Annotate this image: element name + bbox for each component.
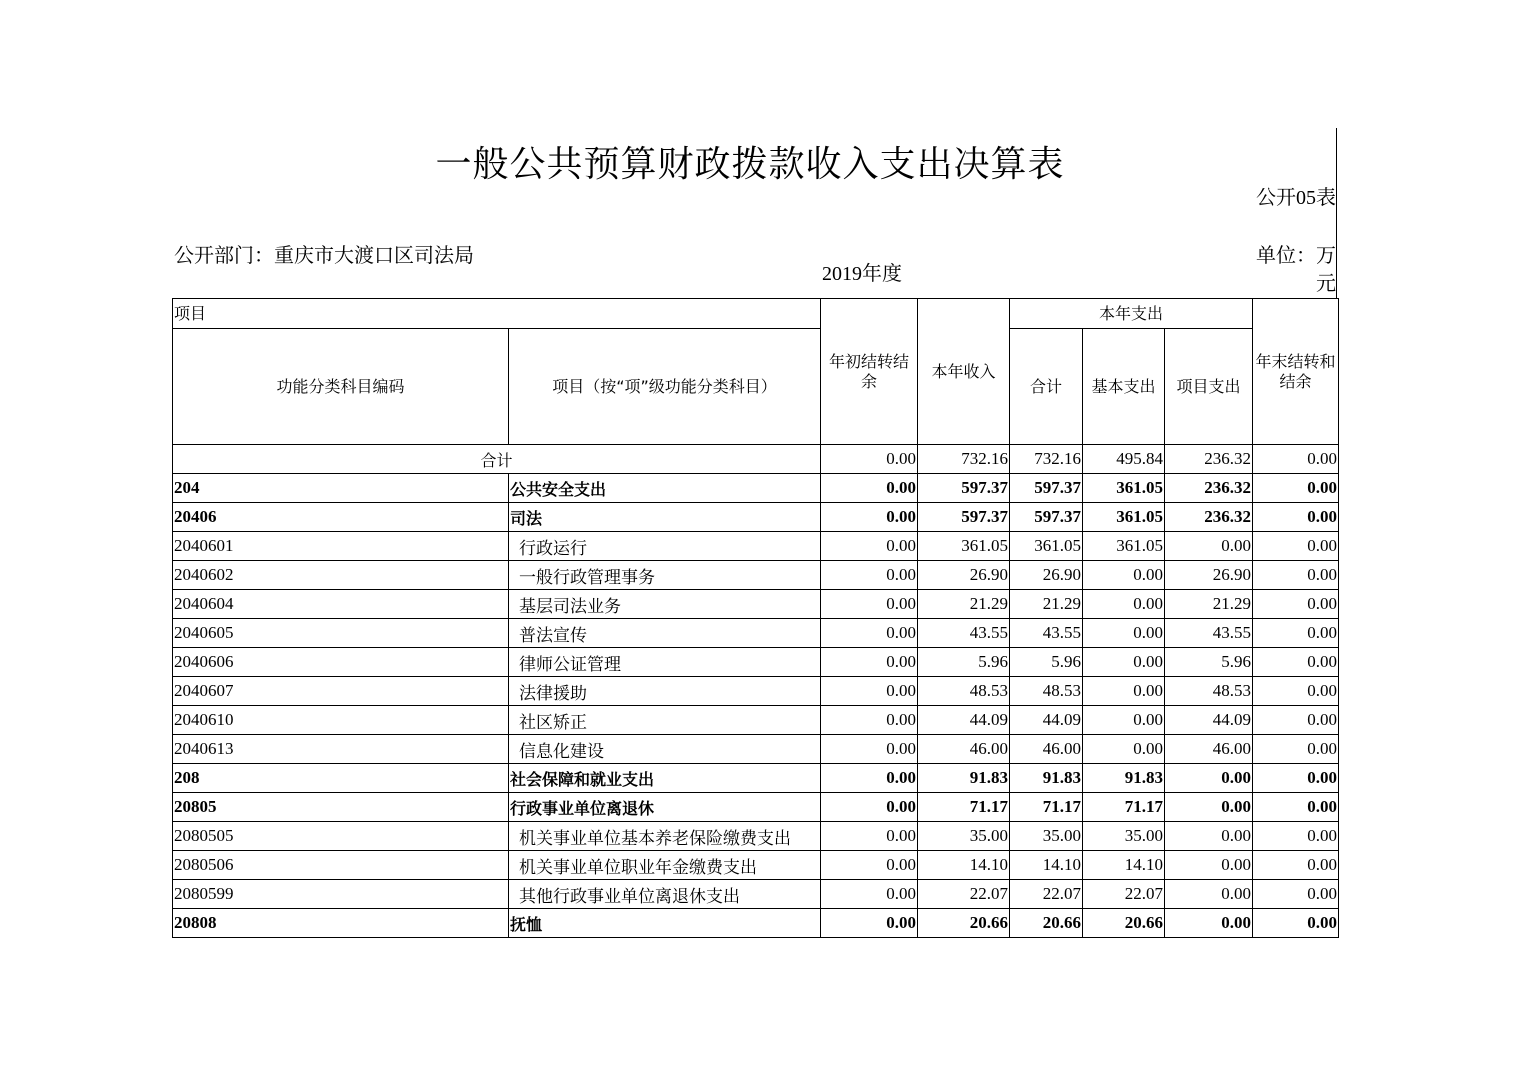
total-expense-project: 236.32	[1165, 445, 1253, 474]
row-code: 2040610	[173, 706, 509, 735]
row-code: 2040601	[173, 532, 509, 561]
table-row	[173, 648, 1339, 677]
row-code: 2040605	[173, 619, 509, 648]
row-expense-basic: 361.05	[1083, 532, 1165, 561]
row-income: 26.90	[918, 561, 1010, 590]
row-code: 2040607	[173, 677, 509, 706]
row-expense-project: 26.90	[1165, 561, 1253, 590]
page-border-line	[1336, 128, 1337, 298]
row-income: 91.83	[918, 764, 1010, 793]
table-row	[173, 503, 1339, 532]
row-code: 2040604	[173, 590, 509, 619]
row-expense-project: 0.00	[1165, 764, 1253, 793]
row-income: 21.29	[918, 590, 1010, 619]
row-expense-project: 5.96	[1165, 648, 1253, 677]
row-expense-project: 0.00	[1165, 822, 1253, 851]
row-expense-total: 597.37	[1010, 474, 1083, 503]
row-expense-total: 22.07	[1010, 880, 1083, 909]
row-end-balance: 0.00	[1253, 677, 1339, 706]
row-expense-total: 91.83	[1010, 764, 1083, 793]
table-row	[173, 880, 1339, 909]
row-expense-total: 48.53	[1010, 677, 1083, 706]
total-label: 合计	[173, 445, 821, 474]
row-name: 机关事业单位基本养老保险缴费支出	[509, 822, 821, 851]
table-row	[173, 619, 1339, 648]
row-begin-balance: 0.00	[821, 822, 918, 851]
row-name: 信息化建设	[509, 735, 821, 764]
row-name: 基层司法业务	[509, 590, 821, 619]
table-row	[173, 822, 1339, 851]
row-end-balance: 0.00	[1253, 648, 1339, 677]
header-income: 本年收入	[918, 299, 1010, 445]
total-end-balance: 0.00	[1253, 445, 1339, 474]
row-expense-basic: 35.00	[1083, 822, 1165, 851]
table-row	[173, 474, 1339, 503]
row-expense-total: 14.10	[1010, 851, 1083, 880]
total-begin-balance: 0.00	[821, 445, 918, 474]
row-end-balance: 0.00	[1253, 880, 1339, 909]
row-income: 46.00	[918, 735, 1010, 764]
row-expense-total: 43.55	[1010, 619, 1083, 648]
row-expense-basic: 361.05	[1083, 503, 1165, 532]
row-expense-project: 0.00	[1165, 880, 1253, 909]
row-name: 抚恤	[509, 909, 821, 938]
row-expense-basic: 361.05	[1083, 474, 1165, 503]
table-row	[173, 706, 1339, 735]
row-code: 2040602	[173, 561, 509, 590]
row-end-balance: 0.00	[1253, 909, 1339, 938]
row-name: 法律援助	[509, 677, 821, 706]
row-expense-project: 43.55	[1165, 619, 1253, 648]
row-begin-balance: 0.00	[821, 677, 918, 706]
row-expense-basic: 0.00	[1083, 706, 1165, 735]
row-end-balance: 0.00	[1253, 619, 1339, 648]
row-name: 行政运行	[509, 532, 821, 561]
row-expense-basic: 0.00	[1083, 561, 1165, 590]
row-expense-total: 35.00	[1010, 822, 1083, 851]
row-end-balance: 0.00	[1253, 561, 1339, 590]
row-end-balance: 0.00	[1253, 503, 1339, 532]
row-code: 20406	[173, 503, 509, 532]
header-expense-basic: 基本支出	[1083, 329, 1165, 445]
header-expense-project: 项目支出	[1165, 329, 1253, 445]
table-row	[173, 735, 1339, 764]
form-number: 公开05表	[1256, 187, 1336, 209]
row-name: 行政事业单位离退休	[509, 793, 821, 822]
row-begin-balance: 0.00	[821, 909, 918, 938]
fiscal-year: 2019年度	[822, 263, 902, 285]
row-name: 一般行政管理事务	[509, 561, 821, 590]
unit-label: 单位：万元	[1256, 245, 1336, 295]
row-expense-project: 0.00	[1165, 532, 1253, 561]
row-begin-balance: 0.00	[821, 590, 918, 619]
header-code: 功能分类科目编码	[173, 329, 509, 445]
total-income: 732.16	[918, 445, 1010, 474]
row-expense-project: 0.00	[1165, 851, 1253, 880]
row-begin-balance: 0.00	[821, 619, 918, 648]
table-row	[173, 590, 1339, 619]
row-expense-basic: 20.66	[1083, 909, 1165, 938]
table-row	[173, 793, 1339, 822]
row-begin-balance: 0.00	[821, 561, 918, 590]
total-expense-basic: 495.84	[1083, 445, 1165, 474]
row-name: 机关事业单位职业年金缴费支出	[509, 851, 821, 880]
row-expense-basic: 22.07	[1083, 880, 1165, 909]
row-code: 20808	[173, 909, 509, 938]
row-begin-balance: 0.00	[821, 706, 918, 735]
row-expense-basic: 0.00	[1083, 677, 1165, 706]
row-code: 2080599	[173, 880, 509, 909]
row-end-balance: 0.00	[1253, 590, 1339, 619]
row-begin-balance: 0.00	[821, 880, 918, 909]
row-begin-balance: 0.00	[821, 648, 918, 677]
row-name: 其他行政事业单位离退休支出	[509, 880, 821, 909]
row-name: 公共安全支出	[509, 474, 821, 503]
table-row	[173, 764, 1339, 793]
row-expense-total: 71.17	[1010, 793, 1083, 822]
row-expense-project: 48.53	[1165, 677, 1253, 706]
row-code: 20805	[173, 793, 509, 822]
header-name: 项目（按“项”级功能分类科目）	[509, 329, 821, 445]
header-expense-group: 本年支出	[1010, 299, 1253, 329]
row-income: 44.09	[918, 706, 1010, 735]
row-end-balance: 0.00	[1253, 474, 1339, 503]
row-income: 35.00	[918, 822, 1010, 851]
row-expense-total: 20.66	[1010, 909, 1083, 938]
row-expense-project: 0.00	[1165, 909, 1253, 938]
row-expense-basic: 14.10	[1083, 851, 1165, 880]
total-expense-total: 732.16	[1010, 445, 1083, 474]
row-begin-balance: 0.00	[821, 764, 918, 793]
row-expense-total: 26.90	[1010, 561, 1083, 590]
row-expense-total: 5.96	[1010, 648, 1083, 677]
row-expense-basic: 71.17	[1083, 793, 1165, 822]
row-name: 普法宣传	[509, 619, 821, 648]
page-title: 一般公共预算财政拨款收入支出决算表	[435, 144, 1065, 185]
row-name: 司法	[509, 503, 821, 532]
row-income: 597.37	[918, 503, 1010, 532]
header-expense-total: 合计	[1010, 329, 1083, 445]
row-income: 20.66	[918, 909, 1010, 938]
row-begin-balance: 0.00	[821, 851, 918, 880]
row-end-balance: 0.00	[1253, 851, 1339, 880]
table-row	[173, 677, 1339, 706]
header-end-balance: 年末结转和结余	[1253, 299, 1339, 445]
row-expense-basic: 0.00	[1083, 648, 1165, 677]
row-name: 律师公证管理	[509, 648, 821, 677]
department-label: 公开部门：重庆市大渡口区司法局	[174, 245, 474, 267]
header-item: 项目	[173, 299, 821, 329]
row-expense-total: 46.00	[1010, 735, 1083, 764]
row-expense-project: 236.32	[1165, 503, 1253, 532]
row-end-balance: 0.00	[1253, 822, 1339, 851]
row-income: 597.37	[918, 474, 1010, 503]
row-income: 71.17	[918, 793, 1010, 822]
row-expense-total: 361.05	[1010, 532, 1083, 561]
row-expense-basic: 91.83	[1083, 764, 1165, 793]
table-row	[173, 909, 1339, 938]
row-begin-balance: 0.00	[821, 474, 918, 503]
row-expense-project: 21.29	[1165, 590, 1253, 619]
row-expense-total: 597.37	[1010, 503, 1083, 532]
row-code: 208	[173, 764, 509, 793]
row-begin-balance: 0.00	[821, 735, 918, 764]
row-expense-basic: 0.00	[1083, 590, 1165, 619]
row-end-balance: 0.00	[1253, 706, 1339, 735]
row-expense-project: 44.09	[1165, 706, 1253, 735]
row-code: 2040613	[173, 735, 509, 764]
row-expense-project: 0.00	[1165, 793, 1253, 822]
row-end-balance: 0.00	[1253, 764, 1339, 793]
row-code: 204	[173, 474, 509, 503]
total-row	[173, 445, 1339, 474]
row-name: 社区矫正	[509, 706, 821, 735]
row-expense-basic: 0.00	[1083, 619, 1165, 648]
header-begin-balance: 年初结转结余	[821, 299, 918, 445]
row-expense-project: 46.00	[1165, 735, 1253, 764]
row-begin-balance: 0.00	[821, 793, 918, 822]
row-end-balance: 0.00	[1253, 793, 1339, 822]
row-begin-balance: 0.00	[821, 532, 918, 561]
row-income: 43.55	[918, 619, 1010, 648]
row-income: 22.07	[918, 880, 1010, 909]
row-expense-total: 21.29	[1010, 590, 1083, 619]
table-row	[173, 561, 1339, 590]
row-code: 2080506	[173, 851, 509, 880]
table-row	[173, 532, 1339, 561]
table-row	[173, 851, 1339, 880]
row-expense-basic: 0.00	[1083, 735, 1165, 764]
row-code: 2080505	[173, 822, 509, 851]
row-end-balance: 0.00	[1253, 532, 1339, 561]
row-income: 361.05	[918, 532, 1010, 561]
row-code: 2040606	[173, 648, 509, 677]
row-name: 社会保障和就业支出	[509, 764, 821, 793]
row-expense-total: 44.09	[1010, 706, 1083, 735]
row-expense-project: 236.32	[1165, 474, 1253, 503]
row-income: 14.10	[918, 851, 1010, 880]
row-income: 48.53	[918, 677, 1010, 706]
budget-table	[172, 298, 1339, 938]
row-end-balance: 0.00	[1253, 735, 1339, 764]
row-begin-balance: 0.00	[821, 503, 918, 532]
row-income: 5.96	[918, 648, 1010, 677]
